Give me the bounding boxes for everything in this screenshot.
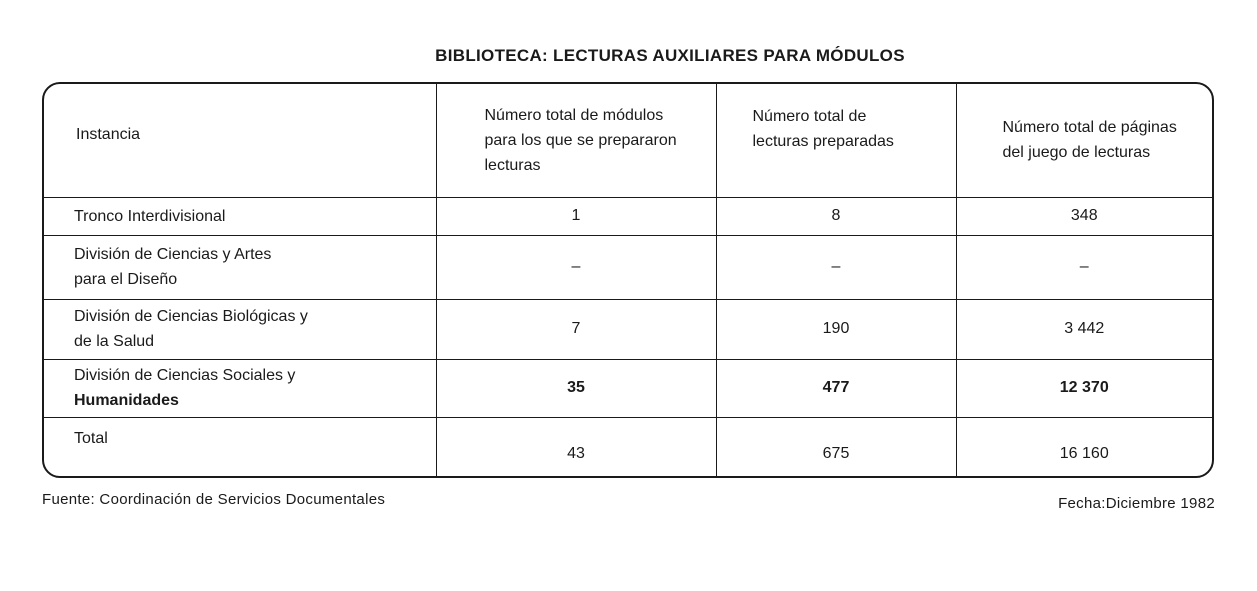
- header-paginas: Número total de páginas del juego de lecturas: [956, 84, 1212, 197]
- table-row: [44, 197, 1212, 235]
- table-row: [44, 299, 1212, 359]
- row-modulos: –: [436, 235, 716, 299]
- row-lecturas: 477: [716, 359, 956, 417]
- total-label: Total: [44, 417, 436, 478]
- row-instancia: División de Ciencias Sociales y Humanidades: [44, 359, 436, 417]
- row-paginas: 3 442: [956, 299, 1212, 359]
- total-modulos: 43: [436, 417, 716, 478]
- table-row: [44, 235, 1212, 299]
- row-instancia: Tronco Interdivisional: [44, 197, 436, 235]
- row-paginas: 348: [956, 197, 1212, 235]
- row-paginas: 12 370: [956, 359, 1212, 417]
- row-lecturas: –: [716, 235, 956, 299]
- row-instancia: División de Ciencias Biológicas y de la Salud: [44, 299, 436, 359]
- header-instancia: Instancia: [44, 84, 436, 197]
- row-lecturas: 8: [716, 197, 956, 235]
- total-paginas: 16 160: [956, 417, 1212, 478]
- document-title: BIBLIOTECA: LECTURAS AUXILIARES PARA MÓDULOS: [435, 46, 905, 65]
- table-row: [44, 359, 1212, 417]
- row-lecturas: 190: [716, 299, 956, 359]
- row-modulos: 35: [436, 359, 716, 417]
- total-lecturas: 675: [716, 417, 956, 478]
- readings-table: [44, 84, 1212, 478]
- source-note: Fuente: Coordinación de Servicios Documentales: [42, 491, 386, 508]
- date-note: Fecha:Diciembre 1982: [1058, 495, 1215, 512]
- table-header-row: [44, 84, 1212, 197]
- row-modulos: 7: [436, 299, 716, 359]
- row-instancia: División de Ciencias y Artes para el Diseño: [44, 235, 436, 299]
- readings-table-frame: [42, 82, 1214, 478]
- row-paginas: –: [956, 235, 1212, 299]
- row-modulos: 1: [436, 197, 716, 235]
- table-total-row: [44, 417, 1212, 478]
- header-modulos: Número total de módulos para los que se prepararon lecturas: [436, 84, 716, 197]
- header-lecturas: Número total de lecturas preparadas: [716, 84, 956, 197]
